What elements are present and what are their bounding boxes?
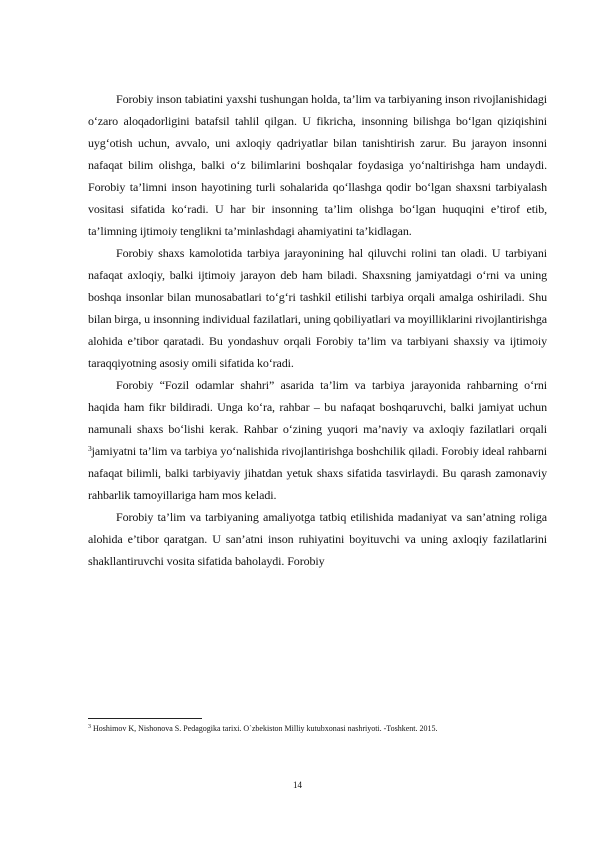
paragraph-text: jamiyatni ta’lim va tarbiya yo‘nalishida rivojlantirishga boshchilik qiladi. Forobiy ideal rahbarni nafaqat bilimli, balki tarbiyaviy jihatdan yetuk shaxs sifatida tasvirlaydi. Bu qarash zamonaviy rahbarlik tamoyillariga ham mos keladi.: [88, 444, 547, 502]
footnote-separator: [88, 718, 202, 719]
footnote-text: Hoshimov K, Nishonova S. Pedagogika tarixi. O`zbekiston Milliy kutubxonasi nashriyoti. -Toshkent. 2015.: [91, 724, 438, 733]
footnote: [88, 723, 547, 734]
page-number: 14: [293, 780, 302, 790]
paragraph-text: Forobiy “Fozil odamlar shahri” asarida ta’lim va tarbiya jarayonida rahbarning o‘rni haqida ham fikr bildiradi. Unga ko‘ra, rahbar – bu nafaqat boshqaruvchi, balki jamiyat uchun namunali shaxs bo‘lishi kerak. Rahbar o‘zining yuqori ma’naviy va axloqiy fazilatlari orqali: [88, 378, 547, 436]
paragraph: Forobiy inson tabiatini yaxshi tushungan holda, ta’lim va tarbiyaning inson rivojlanishidagi o‘zaro aloqadorligini batafsil tahlil qilgan. U fikricha, insonning bilishga bo‘lgan qiziqishini uyg‘otish uchun, avvalo, uni axloqiy qadriyatlar bilan tanishtirish zarur. Bu jarayon insonni nafaqat bilim olishga, balki o‘z bilimlarini boshqalar foydasiga yo‘naltirishga ham undaydi. Forobiy ta’limni inson hayotining turli sohalarida qo‘llashga qodir bo‘lgan shaxsni tarbiyalash vositasi sifatida ko‘radi. U har bir insonning ta’lim olishga bo‘lgan huquqini e’tirof etib, ta’limning ijtimoiy tenglikni ta’minlashdagi ahamiyatini ta’kidlagan.: [88, 92, 547, 238]
footnote-marker: 3: [88, 724, 91, 730]
paragraph: [88, 374, 547, 506]
paragraph: Forobiy shaxs kamolotida tarbiya jarayonining hal qiluvchi rolini tan oladi. U tarbiyani nafaqat axloqiy, balki ijtimoiy jarayon deb ham biladi. Shaxsning jamiyatdagi o‘rni va uning boshqa insonlar bilan munosabatlari to‘g‘ri tashkil etilishi tarbiya orqali amalga oshiriladi. Shu bilan birga, u insonning individual fazilatlari, uning qobiliyatlari va moyilliklarini rivojlantirishga alohida e’tibor qaratadi. Bu yondashuv orqali Forobiy ta’lim va tarbiyani shaxsiy va ijtimoiy taraqqiyotning asosiy omili sifatida ko‘radi.: [88, 246, 547, 370]
footnote-reference[interactable]: 3: [88, 444, 92, 453]
body-text: [88, 88, 547, 572]
paragraph: Forobiy ta’lim va tarbiyaning amaliyotga tatbiq etilishida madaniyat va san’atning roliga alohida e’tibor qaratgan. U san’atni inson ruhiyatini boyituvchi va uning axloqiy fazilatlarini shakllantiruvchi vosita sifatida baholaydi. Forobiy: [88, 510, 547, 568]
